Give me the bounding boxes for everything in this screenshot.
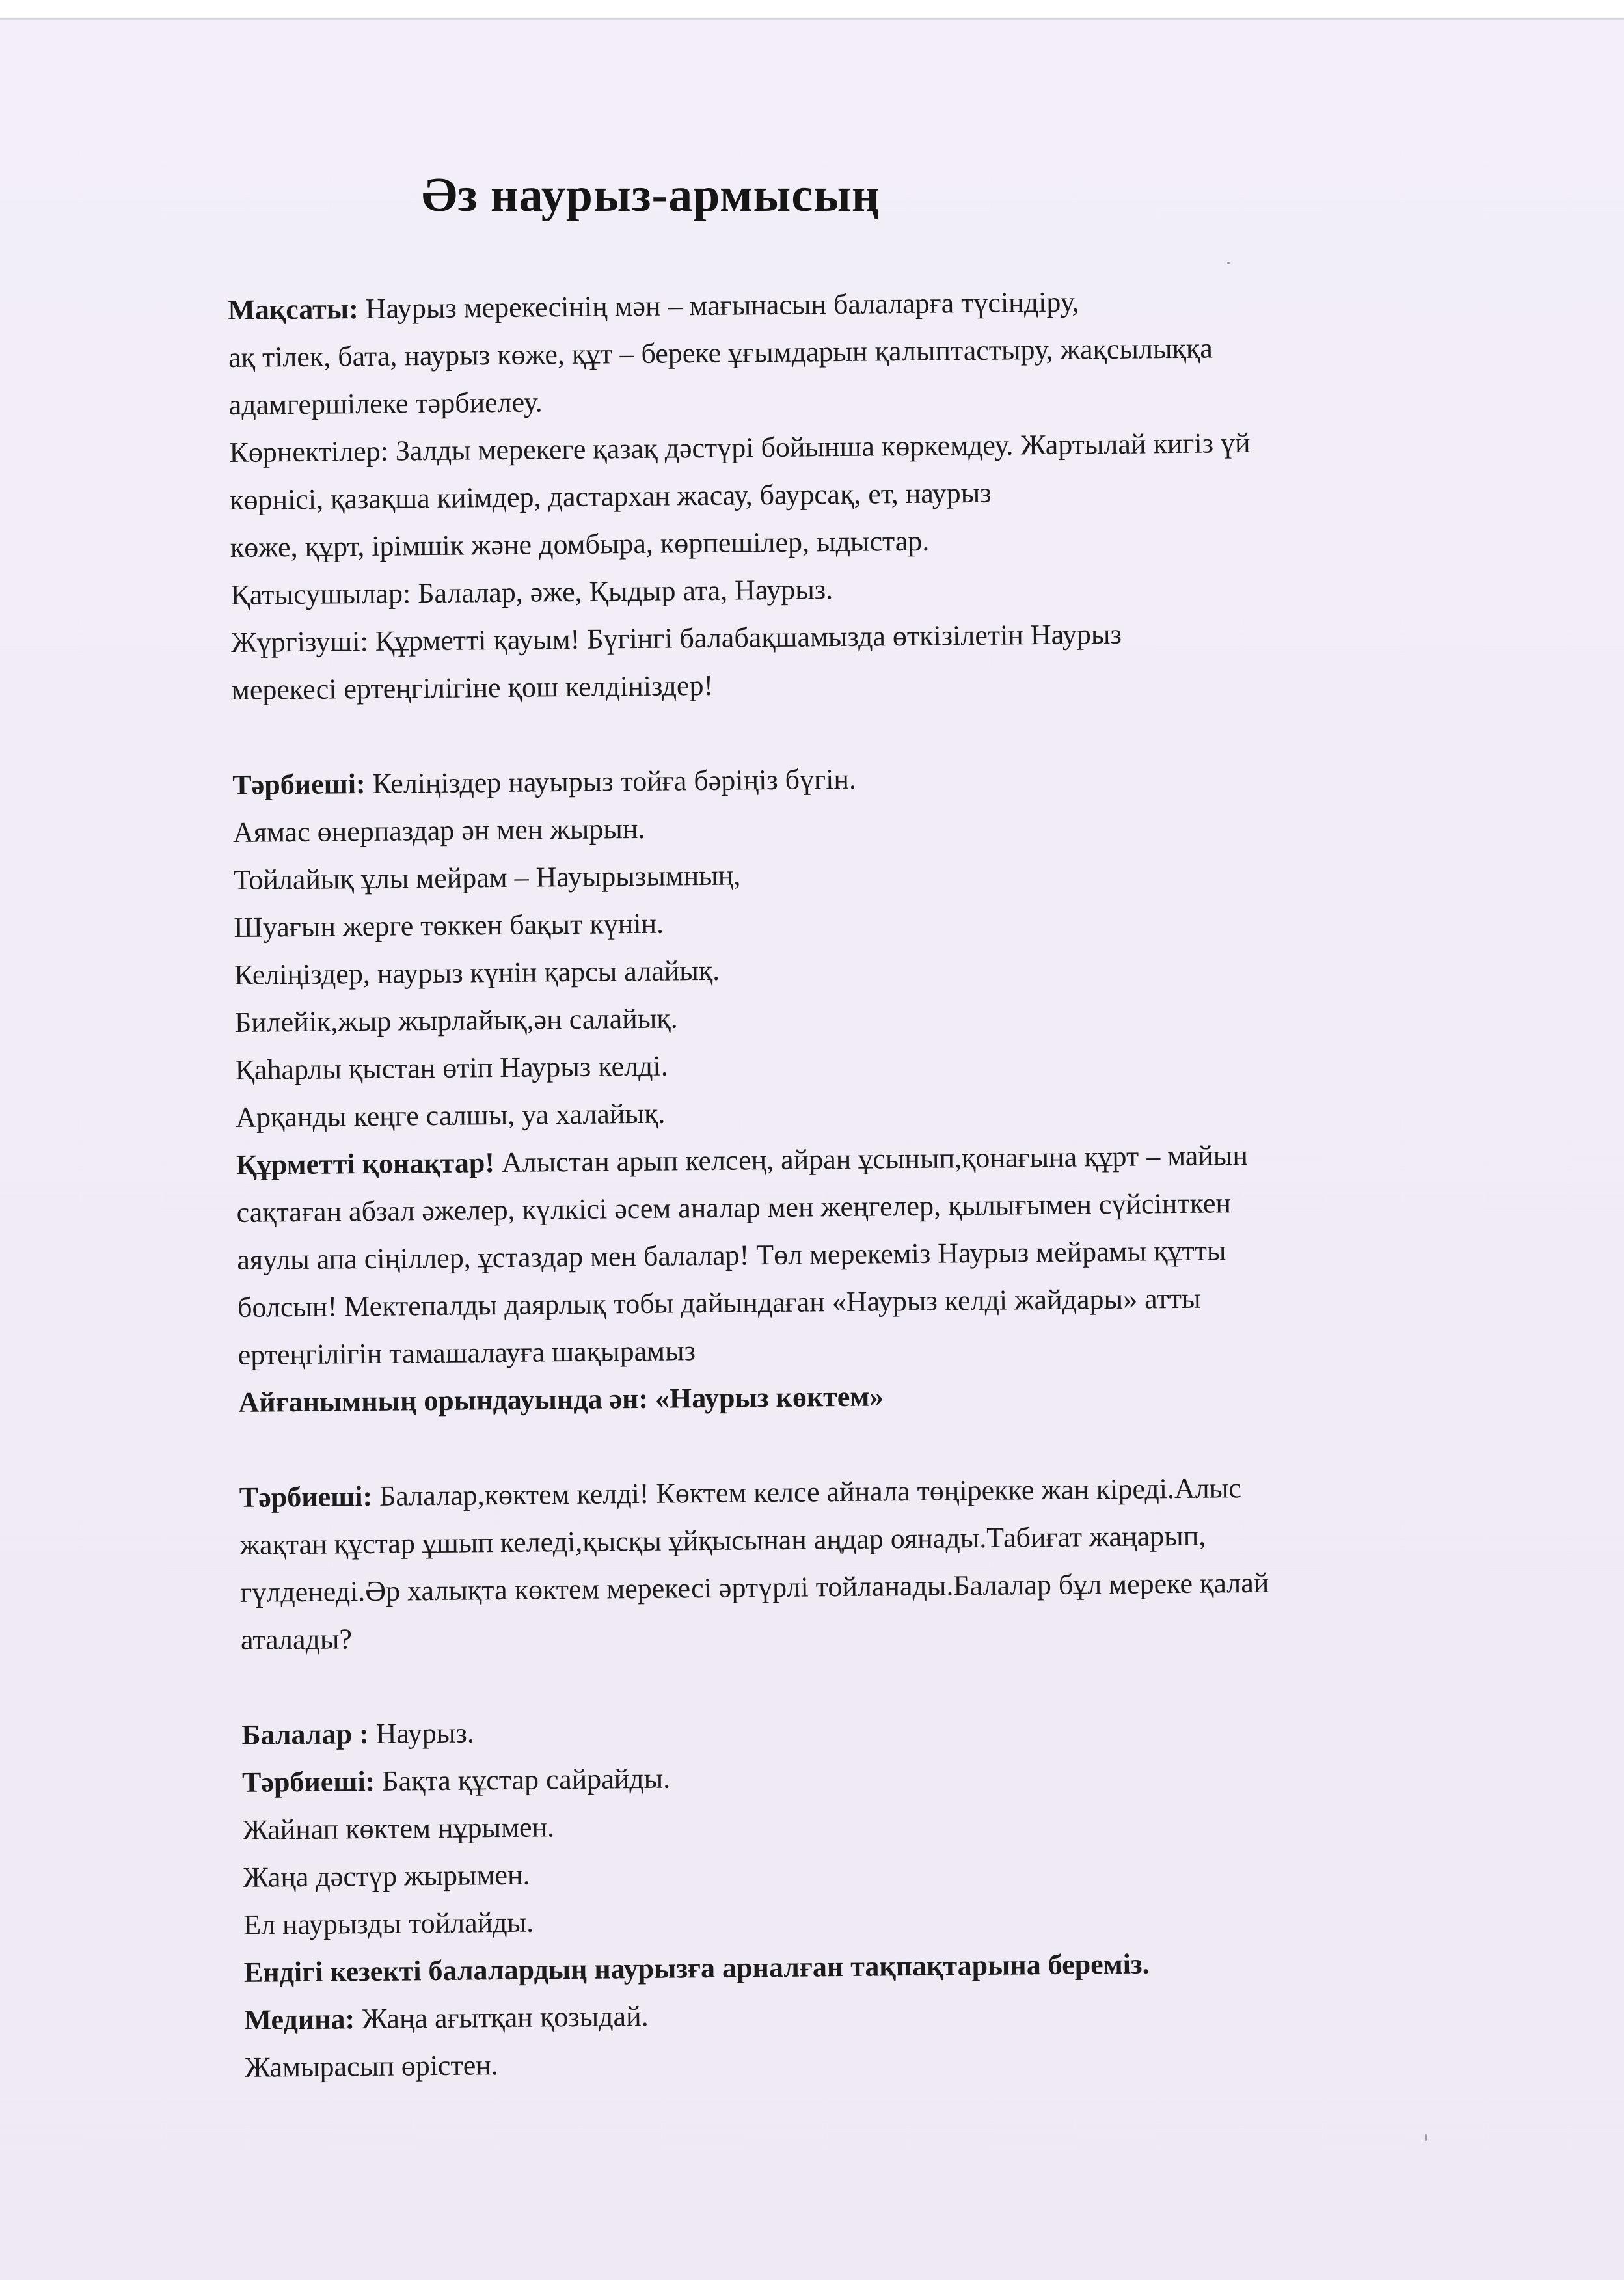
text-line: аяулы апа сіңіллер, ұстаздар мен балалар! Төл мерекеміз Наурыз мейрамы құтты — [237, 1234, 1226, 1276]
text-line: адамгершілеке тәрбиелеу. — [228, 386, 543, 421]
text-line: Қаһарлы қыстан өтіп Наурыз келді. — [235, 1050, 668, 1086]
text-line: Жаңа дәстүр жырымен. — [243, 1858, 530, 1893]
speaker-text: Алыстан арып келсең, айран ұсынып,қонағына құрт – майын — [494, 1139, 1249, 1179]
text-line: сақтаған абзал әжелер, күлкісі әсем аналар мен жеңгелер, қылығымен сүйсінткен — [236, 1187, 1232, 1228]
text-line: Жамырасып өрістен. — [245, 2049, 498, 2083]
speaker-label: Тәрбиеші: — [241, 1765, 375, 1798]
speaker-text: Келіңіздер науырыз тойға бәріңіз бүгін. — [365, 763, 857, 800]
text-line: көже, құрт, ірімшік және домбыра, көрпешілер, ыдыстар. — [230, 524, 930, 563]
document-body — [228, 274, 1540, 2091]
scan-speck — [1227, 262, 1230, 264]
text-line: Келіңіздер, наурыз күнін қарсы алайық. — [234, 954, 720, 991]
speaker-text: Бақта құстар сайрайды. — [375, 1762, 671, 1797]
text-line: Жүргізуші: Құрметті қауым! Бүгінгі балабақшамызда өткізілетін Наурыз — [231, 618, 1122, 658]
speaker-text: Наурыз. — [368, 1717, 474, 1750]
text-line: Арқанды кеңге салшы, уа халайық. — [236, 1097, 666, 1133]
speaker-text: Жаңа ағытқан қозыдай. — [354, 2000, 649, 2035]
speaker-label: Балалар : — [241, 1718, 369, 1751]
text-line: ақ тілек, бата, наурыз көже, құт – береке ұғымдарын қалыптастыру, жақсылыққа — [228, 332, 1213, 373]
text-line: аталады? — [240, 1623, 353, 1656]
text-line: мерекесі ертеңгілігіне қош келдініздер! — [231, 669, 714, 706]
speaker-label: Тәрбиеші: — [239, 1480, 373, 1513]
goals-text: Наурыз мерекесінің мән – мағынасын балаларға түсіндіру, — [358, 286, 1079, 325]
next-announcement: Ендігі кезекті балалардың наурызға арналған тақпақтарына береміз. — [243, 1948, 1150, 1988]
text-line: Көрнектілер: Залды мерекеге қазақ дәстүрі бойынша көркемдеу. Жартылай кигіз үй — [229, 426, 1251, 468]
text-line: ертеңгілігін тамашалауға шақырамыз — [237, 1335, 696, 1371]
speaker-label: Тәрбиеші: — [232, 768, 366, 801]
document-title: Әз наурыз-армысың — [422, 169, 880, 222]
text-line: Билейік,жыр жырлайық,ән салайық. — [234, 1002, 678, 1038]
text-line: Жайнап көктем нұрымен. — [242, 1811, 555, 1846]
text-line: Шуағын жерге төккен бақыт күнін. — [234, 907, 664, 943]
text-line: Аямас өнерпаздар ән мен жырын. — [232, 812, 645, 848]
goals-label: Мақсаты: — [228, 293, 359, 326]
text-line: Ел наурызды тойлайды. — [243, 1906, 534, 1941]
text-line: болсын! Мектепалды даярлық тобы дайындаған «Наурыз келді жайдары» атты — [237, 1282, 1201, 1323]
text-line: көрнісі, қазақша киімдер, дастархан жасау, баурсақ, ет, наурыз — [229, 476, 992, 516]
speaker-text: Балалар,көктем келді! Көктем келсе айнала төңірекке жан кіреді.Алыс — [372, 1472, 1241, 1512]
text-line: жақтан құстар ұшып келеді,қысқы ұйқысынан аңдар оянады.Табиғат жаңарып, — [239, 1519, 1206, 1561]
text-line: гүлденеді.Әр халықта көктем мерекесі әртүрлі тойланады.Балалар бұл мереке қалай — [240, 1566, 1269, 1608]
text-line: Тойлайық ұлы мейрам – Науырызымның, — [233, 859, 741, 896]
speaker-label: Медина: — [244, 2003, 355, 2036]
song-announcement: Айғанымның орындауында ән: «Наурыз көктем» — [238, 1380, 884, 1418]
speaker-label: Құрметті қонақтар! — [236, 1147, 495, 1181]
scan-speck — [1425, 2134, 1427, 2141]
text-line: Қатысушылар: Балалар, әже, Қыдыр ата, Наурыз. — [230, 573, 833, 611]
